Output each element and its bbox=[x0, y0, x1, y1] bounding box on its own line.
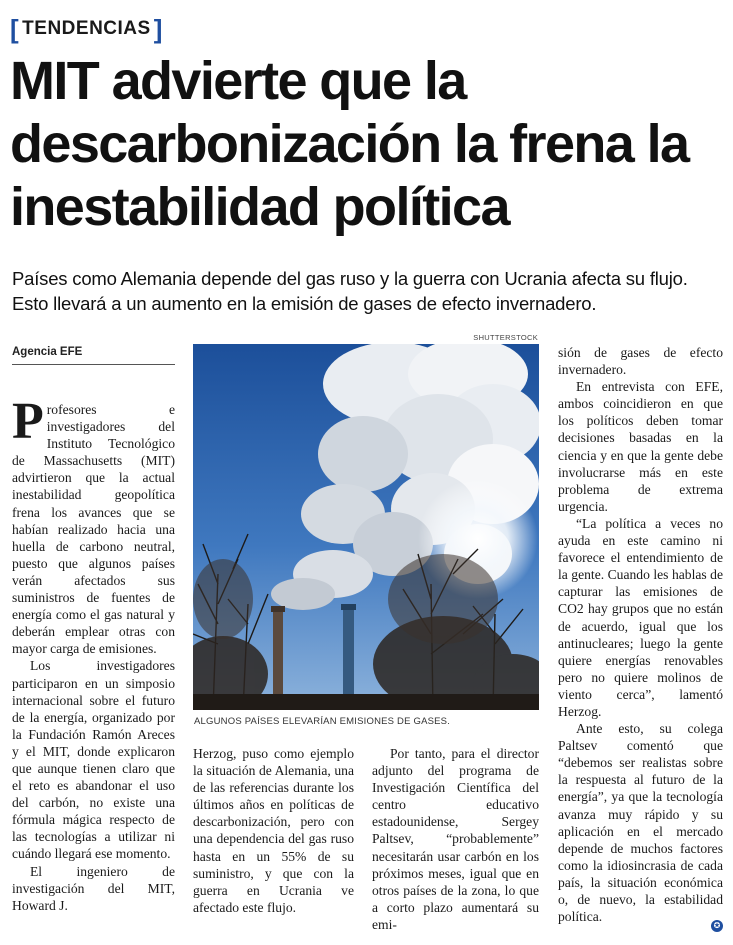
end-of-article-icon: ✪ bbox=[711, 920, 723, 932]
article-column-1 bbox=[12, 393, 175, 914]
photo-caption: ALGUNOS PAÍSES ELEVARÍAN EMISIONES DE GASES. bbox=[194, 716, 451, 727]
article-column-4 bbox=[558, 344, 723, 925]
smokestacks-photo bbox=[193, 344, 539, 710]
headline: MIT advierte que la descarbonización la frena la inestabilidad política bbox=[10, 51, 689, 237]
article-paragraph: “La política a veces no ayuda en este camino ni favorece el entendimiento de la gente. Cuando les hablas de capturar las emisiones de CO2 hay grupos que no están de acuerdo, igual que los antinucleares; luego la gente quiere energías renovables pero no quiere molinos de viento cerca”, lamentó Herzog. bbox=[558, 515, 723, 719]
article-column-2 bbox=[193, 745, 354, 916]
article-paragraph: Profesores e investigadores del Instituto Tecnológico de Massachusetts (MIT) advirtieron que la actual inestabilidad geopolítica frena los avances que se habían realizado hacia una huella de carbono neutral, puesto que algunos países verán afectados sus suministros de fuentes de energía como el gas natural y deberán emplear otras con mayor carga de emisiones. bbox=[12, 393, 175, 657]
article-paragraph: El ingeniero de investigación del MIT, Howard J. bbox=[12, 863, 175, 913]
section-label: TENDENCIAS bbox=[22, 18, 151, 39]
bracket-left: [ bbox=[10, 14, 20, 44]
article-paragraph: Por tanto, para el director adjunto del programa de Investigación Científica del centro educativo estadounidense, Sergey Paltsev, “probablemente” necesitarán usar carbón en los próximos meses, igual que en otros países de la zona, lo que a corto plazo aumentará su emi- bbox=[372, 746, 539, 932]
article-column-3 bbox=[372, 745, 539, 933]
photo-credit: SHUTTERSTOCK bbox=[473, 333, 538, 342]
drop-cap: P bbox=[12, 393, 44, 450]
byline: Agencia EFE bbox=[12, 346, 175, 365]
article-paragraph: sión de gases de efecto invernadero. bbox=[558, 345, 723, 378]
bracket-right: ] bbox=[153, 14, 163, 44]
article-paragraph: En entrevista con EFE, ambos coincidieron en que los políticos deben tomar decisiones basadas en la ciencia y en que la gente debe involucrarse más en este problema de extrema urgencia. bbox=[558, 379, 723, 514]
article-paragraph: Herzog, puso como ejemplo la situación de Alemania, una de las referencias durante los últimos años en políticas de descarbonización, pero con una dependencia del gas ruso hasta en un 55% de su suministro, y que con la guerra en Ucrania ve afectado este flujo. bbox=[193, 746, 354, 915]
article-paragraph: Los investigadores participaron en un simposio internacional sobre el futuro de la energía, organizado por la Fundación Ramón Areces y el MIT, donde explicaron que aunque tienen claro que el reto es abandonar el uso del carbón, no existe una fórmula mágica respecto de las tecnologías a utilizar ni cuándo llegará ese momento. bbox=[12, 658, 175, 862]
article-photo bbox=[193, 344, 539, 710]
section-tag bbox=[10, 14, 163, 44]
article-paragraph: Ante esto, su colega Paltsev comentó que “debemos ser realistas sobre la respuesta al futuro de la energía”, ya que la tecnología avanza muy rápido y su aplicación en el mercado depende de muchos factores como la idiosincrasia de cada país, la situación económica o, de nuevo, la estabilidad política. bbox=[558, 721, 723, 925]
deck: Países como Alemania depende del gas ruso y la guerra con Ucrania afecta su flujo. Esto llevará a un aumento en la emisión de gases de efecto invernadero. bbox=[12, 268, 688, 314]
